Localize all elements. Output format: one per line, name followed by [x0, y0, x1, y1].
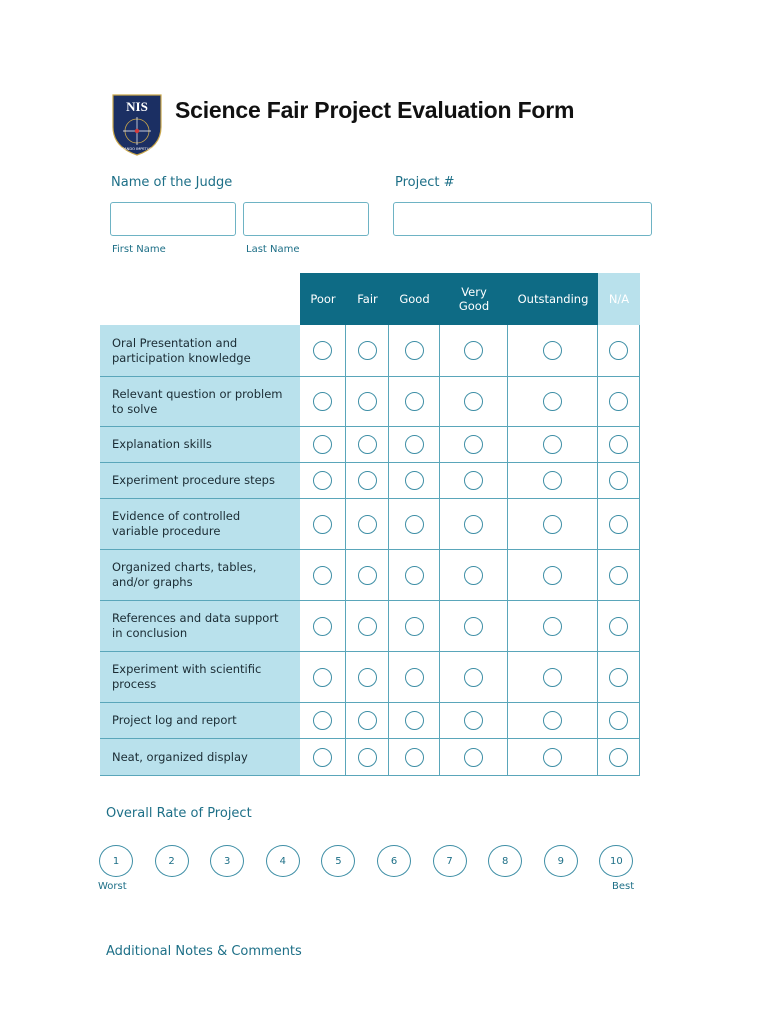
- rating-radio[interactable]: [358, 341, 377, 360]
- rating-cell: [440, 499, 508, 550]
- rating-cell: [440, 325, 508, 377]
- rating-cell: [508, 427, 598, 463]
- rate-option[interactable]: 4: [266, 845, 300, 877]
- rating-cell: [346, 652, 389, 703]
- criterion-label: Explanation skills: [100, 427, 300, 463]
- rating-cell: [598, 427, 640, 463]
- rating-radio[interactable]: [543, 668, 562, 687]
- rating-radio[interactable]: [358, 566, 377, 585]
- rating-cell: [389, 377, 440, 427]
- rating-radio[interactable]: [609, 617, 628, 636]
- rate-option[interactable]: 2: [155, 845, 189, 877]
- rating-radio[interactable]: [313, 392, 332, 411]
- rating-cell: [389, 739, 440, 776]
- rating-cell: [346, 377, 389, 427]
- rating-cell: [346, 325, 389, 377]
- rating-radio[interactable]: [543, 392, 562, 411]
- logo-motto: PANDO IMPETUS: [122, 147, 152, 151]
- rating-cell: [346, 463, 389, 499]
- column-header: Good: [389, 273, 440, 325]
- rating-cell: [508, 377, 598, 427]
- rating-cell: [300, 601, 346, 652]
- rating-radio[interactable]: [405, 668, 424, 687]
- rating-radio[interactable]: [464, 617, 483, 636]
- rating-cell: [300, 377, 346, 427]
- rating-radio[interactable]: [609, 711, 628, 730]
- worst-label: Worst: [98, 881, 127, 892]
- rating-radio[interactable]: [405, 748, 424, 767]
- first-name-input[interactable]: [110, 202, 236, 236]
- rating-cell: [598, 499, 640, 550]
- rating-radio[interactable]: [543, 515, 562, 534]
- rating-cell: [440, 703, 508, 739]
- rating-cell: [346, 601, 389, 652]
- rate-option[interactable]: 8: [488, 845, 522, 877]
- column-header: Poor: [300, 273, 346, 325]
- rating-radio[interactable]: [609, 341, 628, 360]
- project-number-label: Project #: [395, 175, 455, 190]
- rating-cell: [346, 739, 389, 776]
- rating-cell: [346, 550, 389, 601]
- rating-radio[interactable]: [358, 617, 377, 636]
- rating-radio[interactable]: [313, 435, 332, 454]
- rating-cell: [389, 325, 440, 377]
- evaluation-grid: [100, 273, 640, 776]
- rating-cell: [508, 739, 598, 776]
- rating-cell: [389, 550, 440, 601]
- rating-radio[interactable]: [405, 435, 424, 454]
- last-name-sublabel: Last Name: [246, 244, 300, 255]
- rating-cell: [440, 652, 508, 703]
- rating-radio[interactable]: [405, 471, 424, 490]
- rating-cell: [300, 703, 346, 739]
- rating-cell: [389, 463, 440, 499]
- column-header: N/A: [598, 273, 640, 325]
- best-label: Best: [612, 881, 635, 892]
- rating-cell: [389, 427, 440, 463]
- rate-option[interactable]: 9: [544, 845, 578, 877]
- rating-cell: [300, 463, 346, 499]
- rating-radio[interactable]: [313, 471, 332, 490]
- rating-radio[interactable]: [464, 515, 483, 534]
- rating-radio[interactable]: [543, 711, 562, 730]
- rating-radio[interactable]: [358, 668, 377, 687]
- rating-cell: [508, 550, 598, 601]
- rating-radio[interactable]: [464, 471, 483, 490]
- rating-radio[interactable]: [464, 748, 483, 767]
- rating-cell: [508, 652, 598, 703]
- column-header: Very Good: [440, 273, 508, 325]
- rate-option[interactable]: 5: [321, 845, 355, 877]
- rating-cell: [300, 739, 346, 776]
- rating-cell: [389, 703, 440, 739]
- rating-radio[interactable]: [405, 341, 424, 360]
- rating-radio[interactable]: [358, 471, 377, 490]
- rating-cell: [300, 550, 346, 601]
- rating-cell: [508, 703, 598, 739]
- rating-radio[interactable]: [313, 341, 332, 360]
- rating-cell: [440, 377, 508, 427]
- rating-radio[interactable]: [609, 435, 628, 454]
- logo-text: NIS: [126, 99, 148, 114]
- rating-cell: [346, 703, 389, 739]
- rating-radio[interactable]: [464, 341, 483, 360]
- rating-cell: [598, 550, 640, 601]
- rating-radio[interactable]: [358, 748, 377, 767]
- rating-radio[interactable]: [609, 392, 628, 411]
- rating-cell: [389, 499, 440, 550]
- rating-radio[interactable]: [609, 748, 628, 767]
- rating-radio[interactable]: [405, 515, 424, 534]
- rating-cell: [389, 601, 440, 652]
- rating-cell: [440, 463, 508, 499]
- rating-cell: [598, 463, 640, 499]
- criterion-label: Relevant question or problem to solve: [100, 377, 300, 427]
- rating-radio[interactable]: [405, 617, 424, 636]
- rating-radio[interactable]: [543, 435, 562, 454]
- rate-option[interactable]: 10: [599, 845, 633, 877]
- rating-radio[interactable]: [313, 515, 332, 534]
- page-title: Science Fair Project Evaluation Form: [175, 97, 575, 123]
- rate-option[interactable]: 7: [433, 845, 467, 877]
- column-header: Outstanding: [508, 273, 598, 325]
- rating-cell: [508, 499, 598, 550]
- rating-cell: [440, 550, 508, 601]
- rating-radio[interactable]: [358, 515, 377, 534]
- rating-cell: [389, 652, 440, 703]
- rating-radio[interactable]: [464, 435, 483, 454]
- school-logo: [111, 93, 163, 157]
- rating-radio[interactable]: [609, 566, 628, 585]
- rating-radio[interactable]: [313, 617, 332, 636]
- rating-radio[interactable]: [543, 471, 562, 490]
- rating-cell: [598, 703, 640, 739]
- rating-cell: [598, 652, 640, 703]
- rating-radio[interactable]: [313, 668, 332, 687]
- last-name-input[interactable]: [243, 202, 369, 236]
- rating-radio[interactable]: [609, 668, 628, 687]
- rate-option[interactable]: 6: [377, 845, 411, 877]
- judge-name-label: Name of the Judge: [111, 175, 233, 190]
- rating-cell: [598, 601, 640, 652]
- column-header: Fair: [346, 273, 389, 325]
- rating-cell: [300, 652, 346, 703]
- rating-radio[interactable]: [405, 566, 424, 585]
- rating-radio[interactable]: [464, 392, 483, 411]
- rating-radio[interactable]: [464, 566, 483, 585]
- rating-radio[interactable]: [313, 566, 332, 585]
- rating-cell: [508, 463, 598, 499]
- rating-radio[interactable]: [405, 711, 424, 730]
- rating-radio[interactable]: [543, 341, 562, 360]
- overall-rate-label: Overall Rate of Project: [106, 806, 252, 821]
- criterion-label: Project log and report: [100, 703, 300, 739]
- rating-radio[interactable]: [405, 392, 424, 411]
- criterion-label: Organized charts, tables, and/or graphs: [100, 550, 300, 601]
- first-name-sublabel: First Name: [112, 244, 166, 255]
- rating-radio[interactable]: [543, 617, 562, 636]
- rating-cell: [300, 325, 346, 377]
- rating-radio[interactable]: [358, 711, 377, 730]
- criterion-label: Neat, organized display: [100, 739, 300, 776]
- criterion-label: Oral Presentation and participation knowledge: [100, 325, 300, 377]
- rating-radio[interactable]: [543, 748, 562, 767]
- rating-cell: [440, 601, 508, 652]
- rating-cell: [300, 427, 346, 463]
- rating-cell: [346, 427, 389, 463]
- rating-cell: [346, 499, 389, 550]
- criterion-label: Experiment procedure steps: [100, 463, 300, 499]
- rating-radio[interactable]: [313, 711, 332, 730]
- rating-radio[interactable]: [609, 515, 628, 534]
- rating-cell: [598, 325, 640, 377]
- notes-label: Additional Notes & Comments: [106, 944, 302, 959]
- rating-cell: [598, 739, 640, 776]
- rate-option[interactable]: 1: [99, 845, 133, 877]
- rating-radio[interactable]: [358, 435, 377, 454]
- criterion-label: References and data support in conclusion: [100, 601, 300, 652]
- rating-radio[interactable]: [313, 748, 332, 767]
- rating-cell: [300, 499, 346, 550]
- rating-cell: [508, 601, 598, 652]
- criterion-label: Evidence of controlled variable procedure: [100, 499, 300, 550]
- rating-radio[interactable]: [609, 471, 628, 490]
- rating-radio[interactable]: [543, 566, 562, 585]
- project-number-input[interactable]: [393, 202, 652, 236]
- rating-radio[interactable]: [358, 392, 377, 411]
- criterion-label: Experiment with scientific process: [100, 652, 300, 703]
- rating-radio[interactable]: [464, 711, 483, 730]
- rate-option[interactable]: 3: [210, 845, 244, 877]
- rating-cell: [508, 325, 598, 377]
- rating-cell: [440, 739, 508, 776]
- rating-radio[interactable]: [464, 668, 483, 687]
- rating-cell: [440, 427, 508, 463]
- rating-cell: [598, 377, 640, 427]
